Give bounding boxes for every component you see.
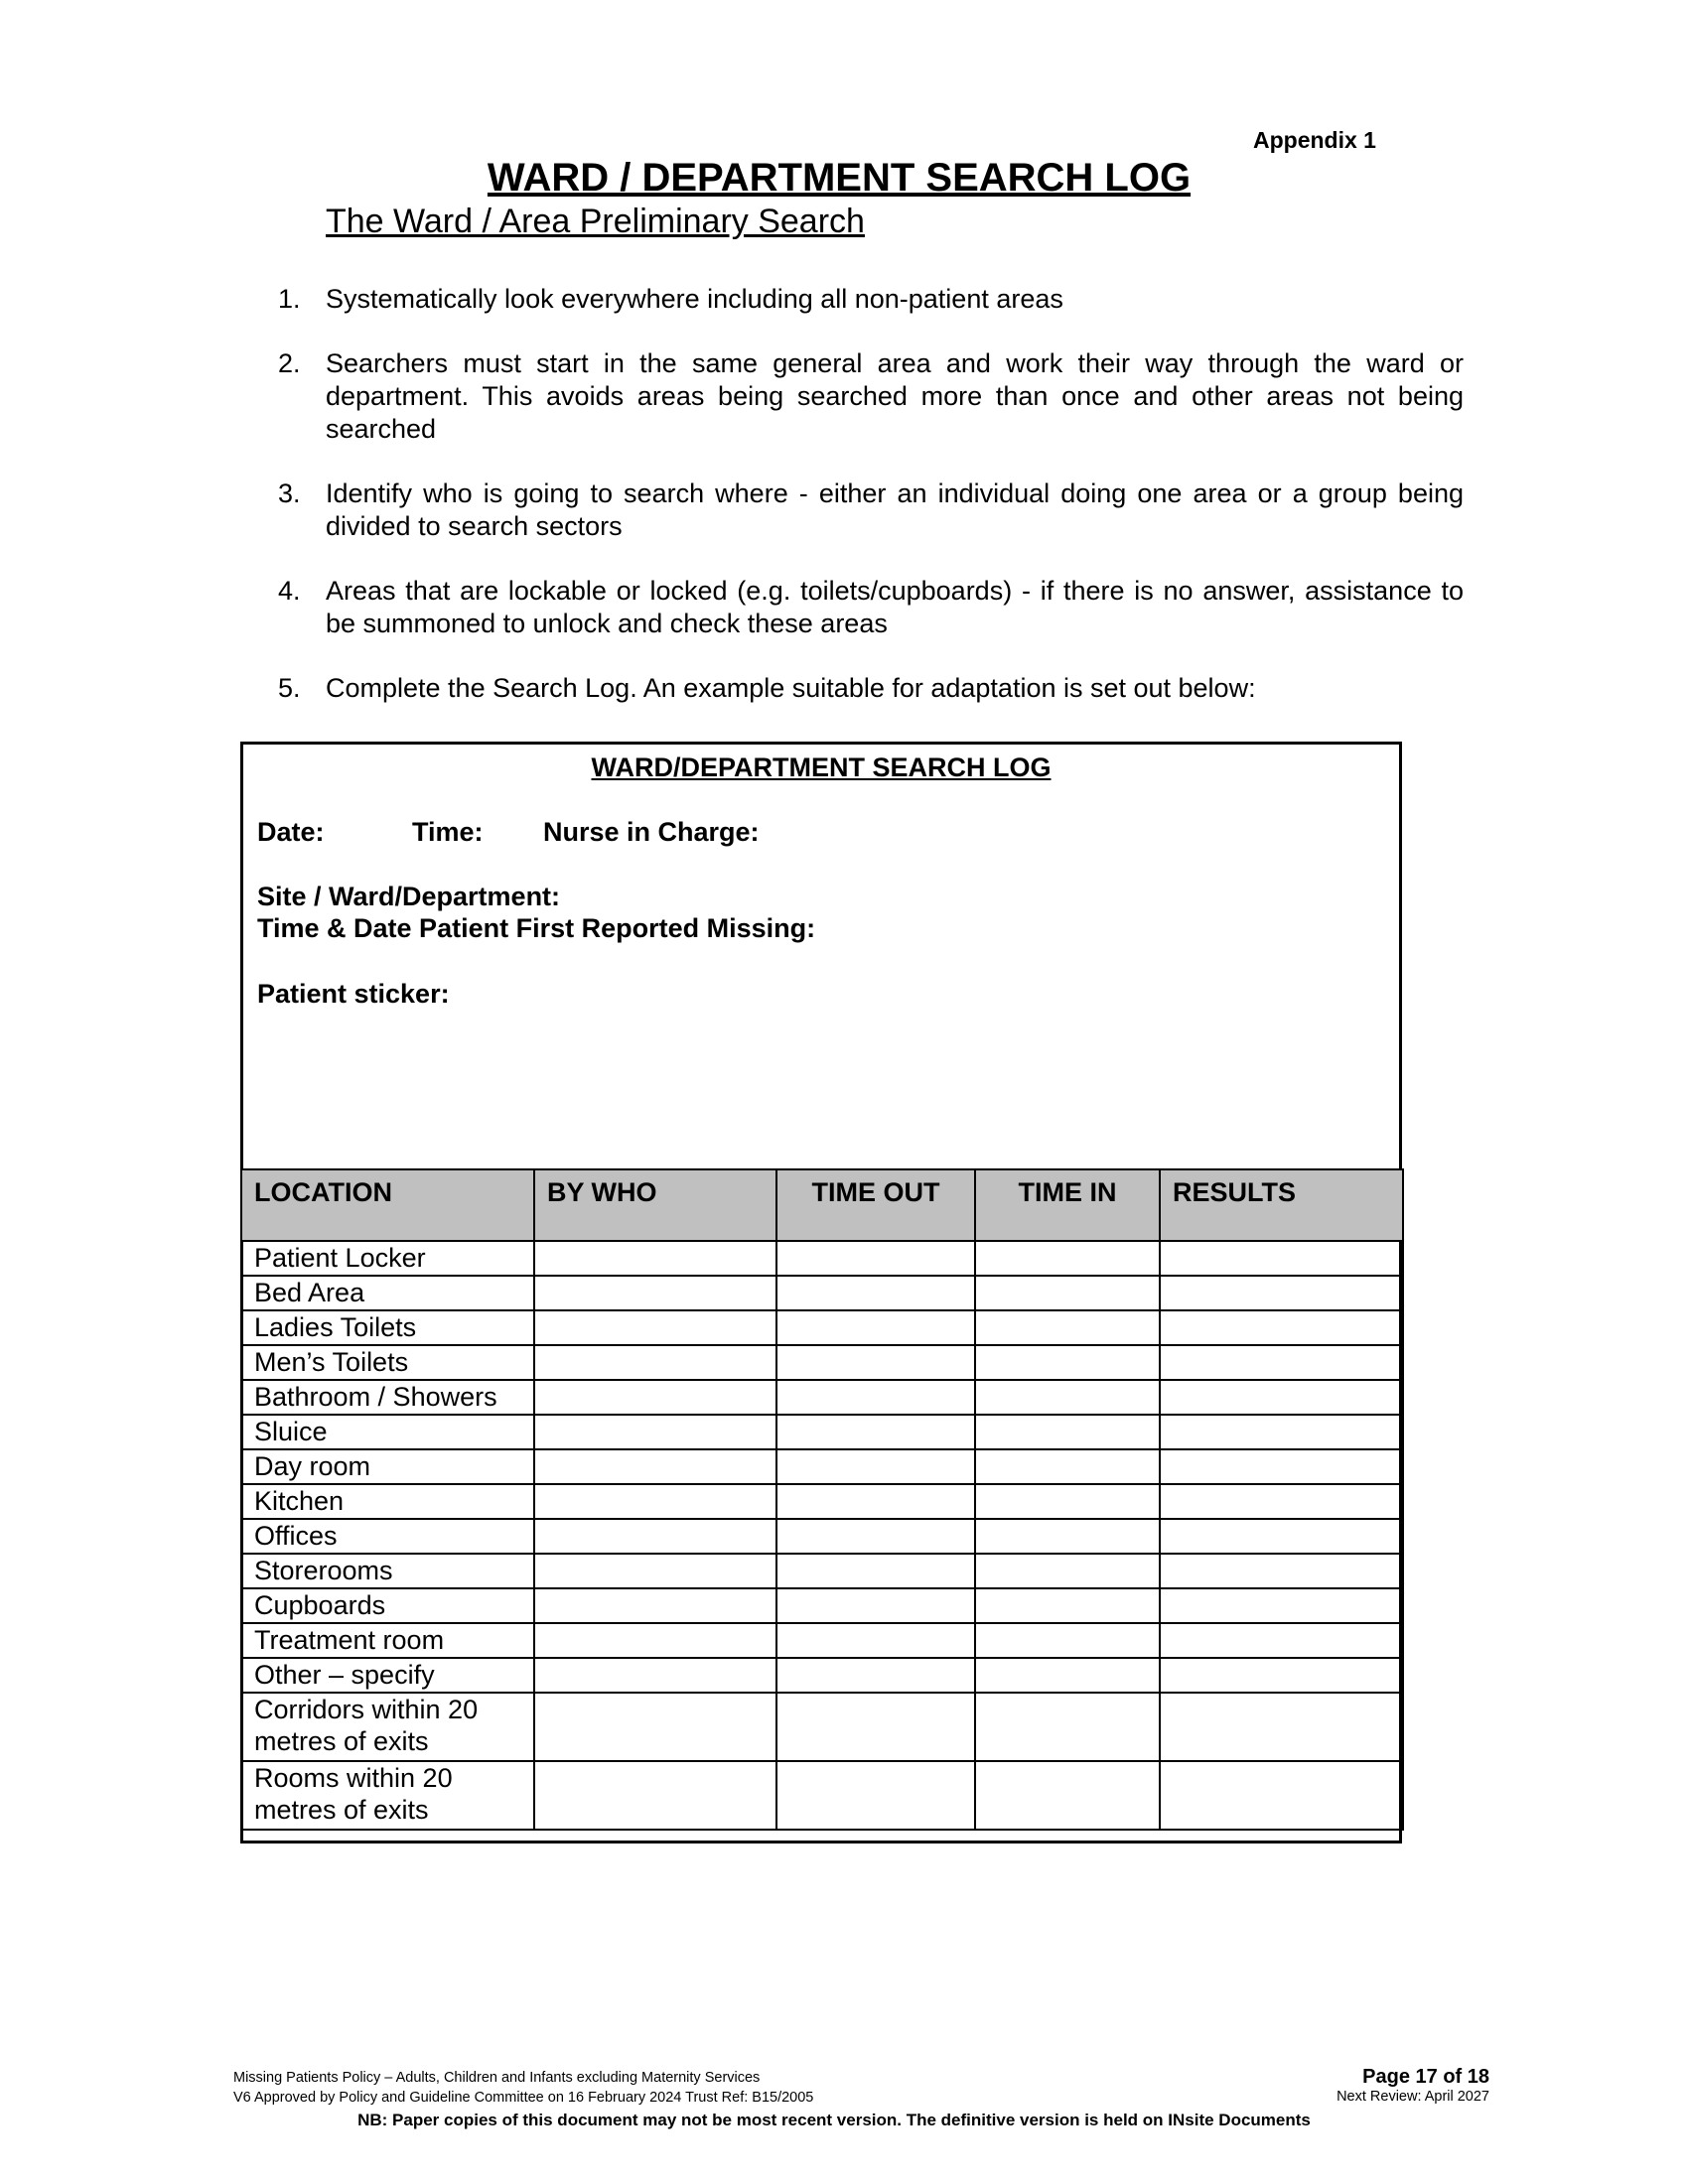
location-cell: Rooms within 20 metres of exits: [241, 1761, 534, 1830]
instruction-text: Identify who is going to search where - either an individual doing one area or a group being divided to search sectors: [326, 478, 1464, 541]
time-out-cell[interactable]: [776, 1693, 975, 1761]
results-cell[interactable]: [1160, 1345, 1403, 1380]
results-cell[interactable]: [1160, 1588, 1403, 1623]
time-in-cell[interactable]: [975, 1588, 1160, 1623]
results-cell[interactable]: [1160, 1761, 1403, 1830]
time-out-cell[interactable]: [776, 1761, 975, 1830]
location-cell: Cupboards: [241, 1588, 534, 1623]
location-cell: Bed Area: [241, 1276, 534, 1310]
location-cell: Bathroom / Showers: [241, 1380, 534, 1415]
results-cell[interactable]: [1160, 1380, 1403, 1415]
search-log-form: [240, 742, 1402, 1843]
time-out-cell[interactable]: [776, 1345, 975, 1380]
search-log-heading: WARD/DEPARTMENT SEARCH LOG: [591, 752, 1052, 782]
time-out-cell[interactable]: [776, 1519, 975, 1554]
location-cell: Treatment room: [241, 1623, 534, 1658]
table-row: [241, 1588, 1403, 1623]
table-row: [241, 1276, 1403, 1310]
table-row: [241, 1761, 1403, 1830]
by-who-cell[interactable]: [534, 1623, 776, 1658]
footer-policy-title: Missing Patients Policy – Adults, Children and Infants excluding Maternity Services: [233, 2070, 761, 2086]
instruction-item: [270, 283, 1464, 316]
page-number: Page 17 of 18: [1362, 2066, 1489, 2088]
results-cell[interactable]: [1160, 1519, 1403, 1554]
table-row: [241, 1658, 1403, 1693]
instruction-number: 5.: [278, 673, 301, 703]
time-in-cell[interactable]: [975, 1658, 1160, 1693]
time-out-cell[interactable]: [776, 1241, 975, 1276]
by-who-cell[interactable]: [534, 1449, 776, 1484]
time-out-cell[interactable]: [776, 1588, 975, 1623]
by-who-cell[interactable]: [534, 1588, 776, 1623]
by-who-cell[interactable]: [534, 1310, 776, 1345]
time-out-cell[interactable]: [776, 1623, 975, 1658]
table-row: [241, 1519, 1403, 1554]
by-who-cell[interactable]: [534, 1276, 776, 1310]
results-cell[interactable]: [1160, 1449, 1403, 1484]
location-cell: Sluice: [241, 1415, 534, 1449]
results-cell[interactable]: [1160, 1310, 1403, 1345]
date-label: Date:: [257, 817, 325, 847]
footer-note: NB: Paper copies of this document may not be most recent version. The definitive version is held on INsite Documents: [357, 2111, 1311, 2129]
table-header-row: [241, 1169, 1403, 1241]
table-row: [241, 1241, 1403, 1276]
location-cell: Kitchen: [241, 1484, 534, 1519]
time-in-cell[interactable]: [975, 1310, 1160, 1345]
time-in-cell[interactable]: [975, 1623, 1160, 1658]
search-log-table: [240, 1168, 1404, 1831]
instruction-number: 3.: [278, 478, 301, 508]
time-out-cell[interactable]: [776, 1484, 975, 1519]
results-cell[interactable]: [1160, 1484, 1403, 1519]
location-cell: Patient Locker: [241, 1241, 534, 1276]
time-in-cell[interactable]: [975, 1415, 1160, 1449]
instruction-item: [270, 672, 1464, 705]
instruction-item: [270, 347, 1464, 446]
instruction-number: 1.: [278, 284, 301, 314]
site-ward-label: Site / Ward/Department:: [257, 882, 561, 911]
table-row: [241, 1623, 1403, 1658]
time-out-cell[interactable]: [776, 1276, 975, 1310]
by-who-cell[interactable]: [534, 1554, 776, 1588]
time-out-cell[interactable]: [776, 1449, 975, 1484]
results-cell[interactable]: [1160, 1415, 1403, 1449]
page-title: WARD / DEPARTMENT SEARCH LOG: [487, 156, 1192, 200]
by-who-cell[interactable]: [534, 1484, 776, 1519]
results-cell[interactable]: [1160, 1658, 1403, 1693]
instruction-item: [270, 478, 1464, 543]
by-who-cell[interactable]: [534, 1693, 776, 1761]
page-subtitle: The Ward / Area Preliminary Search: [326, 203, 865, 240]
time-in-cell[interactable]: [975, 1693, 1160, 1761]
table-row: [241, 1415, 1403, 1449]
column-header-time-in: TIME IN: [975, 1169, 1160, 1241]
time-out-cell[interactable]: [776, 1310, 975, 1345]
location-cell: Ladies Toilets: [241, 1310, 534, 1345]
column-header-location: LOCATION: [241, 1169, 534, 1241]
table-row: [241, 1484, 1403, 1519]
time-in-cell[interactable]: [975, 1276, 1160, 1310]
appendix-label: Appendix 1: [1253, 127, 1376, 153]
by-who-cell[interactable]: [534, 1380, 776, 1415]
by-who-cell[interactable]: [534, 1658, 776, 1693]
location-cell: Corridors within 20 metres of exits: [241, 1693, 534, 1761]
table-row: [241, 1449, 1403, 1484]
footer-document-info: [233, 2068, 813, 2108]
column-header-results: RESULTS: [1160, 1169, 1403, 1241]
time-out-cell[interactable]: [776, 1415, 975, 1449]
instruction-text: Searchers must start in the same general area and work their way through the ward or department. This avoids areas being searched more than once and other areas not being searched: [326, 348, 1464, 444]
instruction-list: [270, 283, 1464, 737]
time-out-cell[interactable]: [776, 1658, 975, 1693]
results-cell[interactable]: [1160, 1276, 1403, 1310]
time-in-cell[interactable]: [975, 1519, 1160, 1554]
reported-missing-label: Time & Date Patient First Reported Missing:: [257, 913, 816, 943]
instruction-number: 4.: [278, 576, 301, 606]
results-cell[interactable]: [1160, 1693, 1403, 1761]
instruction-text: Areas that are lockable or locked (e.g. toilets/cupboards) - if there is no answer, assistance to be summoned to unlock and check these areas: [326, 576, 1464, 638]
footer-approval-info: V6 Approved by Policy and Guideline Committee on 16 February 2024 Trust Ref: B15/2005: [233, 2090, 814, 2106]
location-cell: Other – specify: [241, 1658, 534, 1693]
table-row: [241, 1554, 1403, 1588]
time-in-cell[interactable]: [975, 1449, 1160, 1484]
results-cell[interactable]: [1160, 1623, 1403, 1658]
instruction-text: Systematically look everywhere including all non-patient areas: [326, 284, 1063, 314]
nurse-in-charge-label: Nurse in Charge:: [543, 817, 760, 847]
table-row: [241, 1310, 1403, 1345]
column-header-by-who: BY WHO: [534, 1169, 776, 1241]
results-cell[interactable]: [1160, 1554, 1403, 1588]
results-cell[interactable]: [1160, 1241, 1403, 1276]
next-review-date: Next Review: April 2027: [1336, 2089, 1489, 2105]
time-in-cell[interactable]: [975, 1241, 1160, 1276]
location-cell: Men’s Toilets: [241, 1345, 534, 1380]
time-in-cell[interactable]: [975, 1761, 1160, 1830]
by-who-cell[interactable]: [534, 1519, 776, 1554]
instruction-item: [270, 575, 1464, 640]
instruction-number: 2.: [278, 348, 301, 378]
time-in-cell[interactable]: [975, 1484, 1160, 1519]
time-in-cell[interactable]: [975, 1554, 1160, 1588]
table-row: [241, 1693, 1403, 1761]
table-row: [241, 1380, 1403, 1415]
time-in-cell[interactable]: [975, 1345, 1160, 1380]
patient-sticker-label: Patient sticker:: [257, 979, 450, 1009]
location-cell: Storerooms: [241, 1554, 534, 1588]
by-who-cell[interactable]: [534, 1415, 776, 1449]
location-cell: Offices: [241, 1519, 534, 1554]
time-in-cell[interactable]: [975, 1380, 1160, 1415]
column-header-time-out: TIME OUT: [776, 1169, 975, 1241]
time-out-cell[interactable]: [776, 1554, 975, 1588]
by-who-cell[interactable]: [534, 1761, 776, 1830]
time-out-cell[interactable]: [776, 1380, 975, 1415]
location-cell: Day room: [241, 1449, 534, 1484]
by-who-cell[interactable]: [534, 1241, 776, 1276]
footer-page-info: [1241, 2067, 1489, 2107]
instruction-text: Complete the Search Log. An example suitable for adaptation is set out below:: [326, 673, 1256, 703]
table-row: [241, 1345, 1403, 1380]
time-label: Time:: [412, 817, 484, 847]
by-who-cell[interactable]: [534, 1345, 776, 1380]
